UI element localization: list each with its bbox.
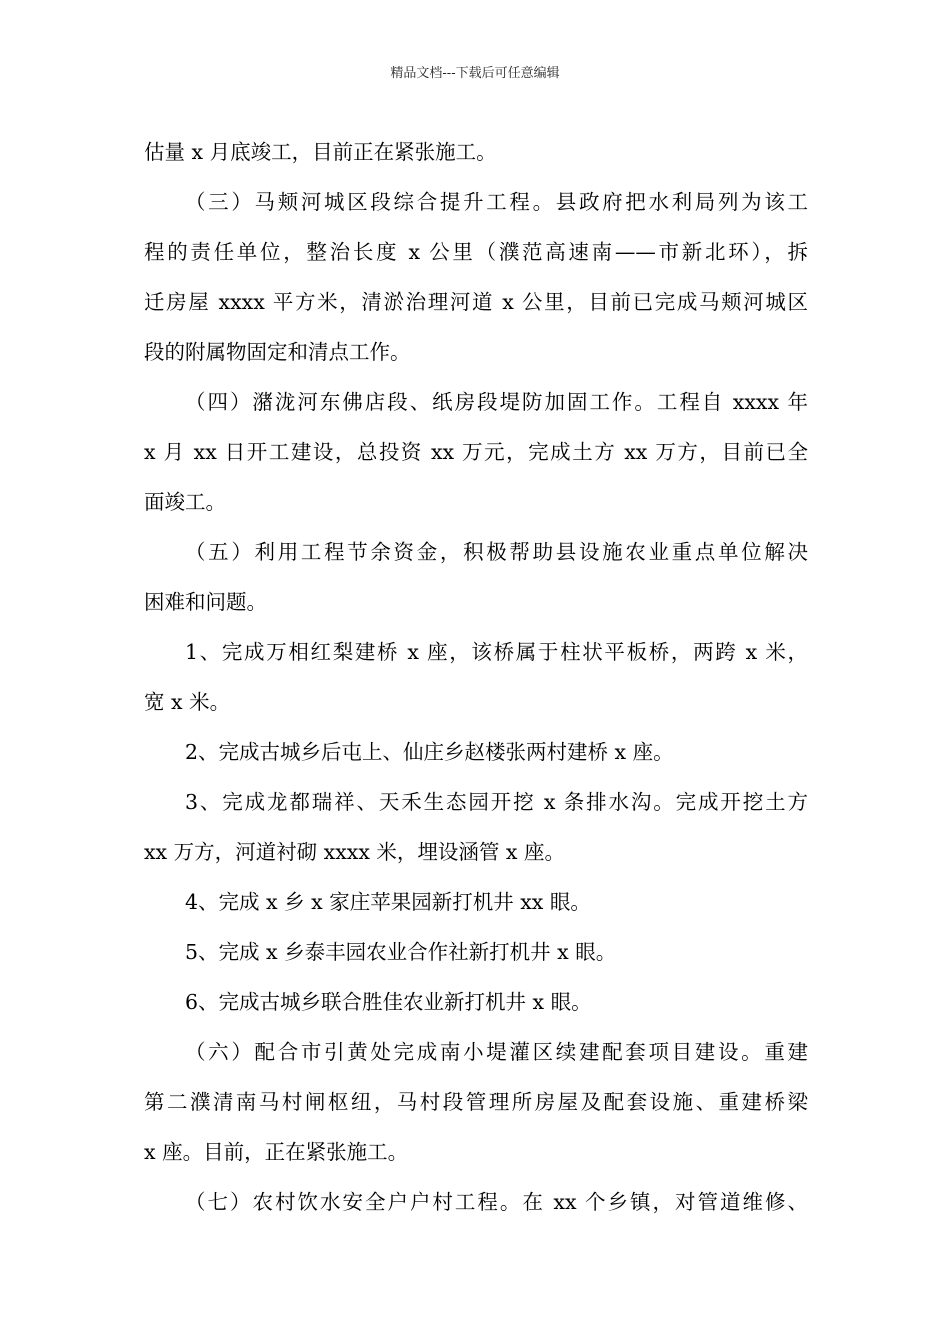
- text-line: 估量 x 月底竣工，目前正在紧张施工。: [144, 140, 497, 164]
- text-line: x 月 xx 日开工建设，总投资 xx 万元，完成土方 xx 万方，目前已全: [144, 440, 808, 464]
- text-line: 段的附属物固定和清点工作。: [144, 340, 411, 364]
- text-line: xx 万方，河道衬砌 xxxx 米，埋设涵管 x 座。: [144, 840, 566, 864]
- text-line: 困难和问题。: [144, 590, 267, 614]
- text-line: 4、完成 x 乡 x 家庄苹果园新打机井 xx 眼。: [185, 890, 591, 914]
- text-line: 5、完成 x 乡泰丰园农业合作社新打机井 x 眼。: [185, 940, 617, 964]
- text-line: 面竣工。: [144, 490, 226, 514]
- text-line: （七）农村饮水安全户户村工程。在 xx 个乡镇，对管道维修、: [185, 1190, 808, 1214]
- page-header: 精品文档---下载后可任意编辑: [390, 66, 560, 81]
- text-line: 6、完成古城乡联合胜佳农业新打机井 x 眼。: [185, 990, 592, 1014]
- text-line: （三）马颊河城区段综合提升工程。县政府把水利局列为该工: [185, 190, 808, 214]
- text-line: x 座。目前，正在紧张施工。: [144, 1140, 409, 1164]
- text-line: （四）潴泷河东佛店段、纸房段堤防加固工作。工程自 xxxx 年: [185, 390, 808, 414]
- text-line: （六）配合市引黄处完成南小堤灌区续建配套项目建设。重建: [185, 1040, 808, 1064]
- text-line: （五）利用工程节余资金，积极帮助县设施农业重点单位解决: [185, 540, 808, 564]
- text-line: 程的责任单位，整治长度 x 公里（濮范高速南——市新北环），拆: [144, 240, 808, 264]
- text-line: 3、完成龙都瑞祥、天禾生态园开挖 x 条排水沟。完成开挖土方: [185, 790, 808, 814]
- text-line: 第二濮清南马村闸枢纽，马村段管理所房屋及配套设施、重建桥梁: [144, 1090, 808, 1114]
- document-body: [144, 137, 808, 1237]
- text-line: 1、完成万相红梨建桥 x 座，该桥属于柱状平板桥，两跨 x 米，: [185, 640, 808, 664]
- text-line: 迁房屋 xxxx 平方米，清淤治理河道 x 公里，目前已完成马颊河城区: [144, 290, 808, 314]
- text-line: 宽 x 米。: [144, 690, 231, 714]
- text-line: 2、完成古城乡后屯上、仙庄乡赵楼张两村建桥 x 座。: [185, 740, 674, 764]
